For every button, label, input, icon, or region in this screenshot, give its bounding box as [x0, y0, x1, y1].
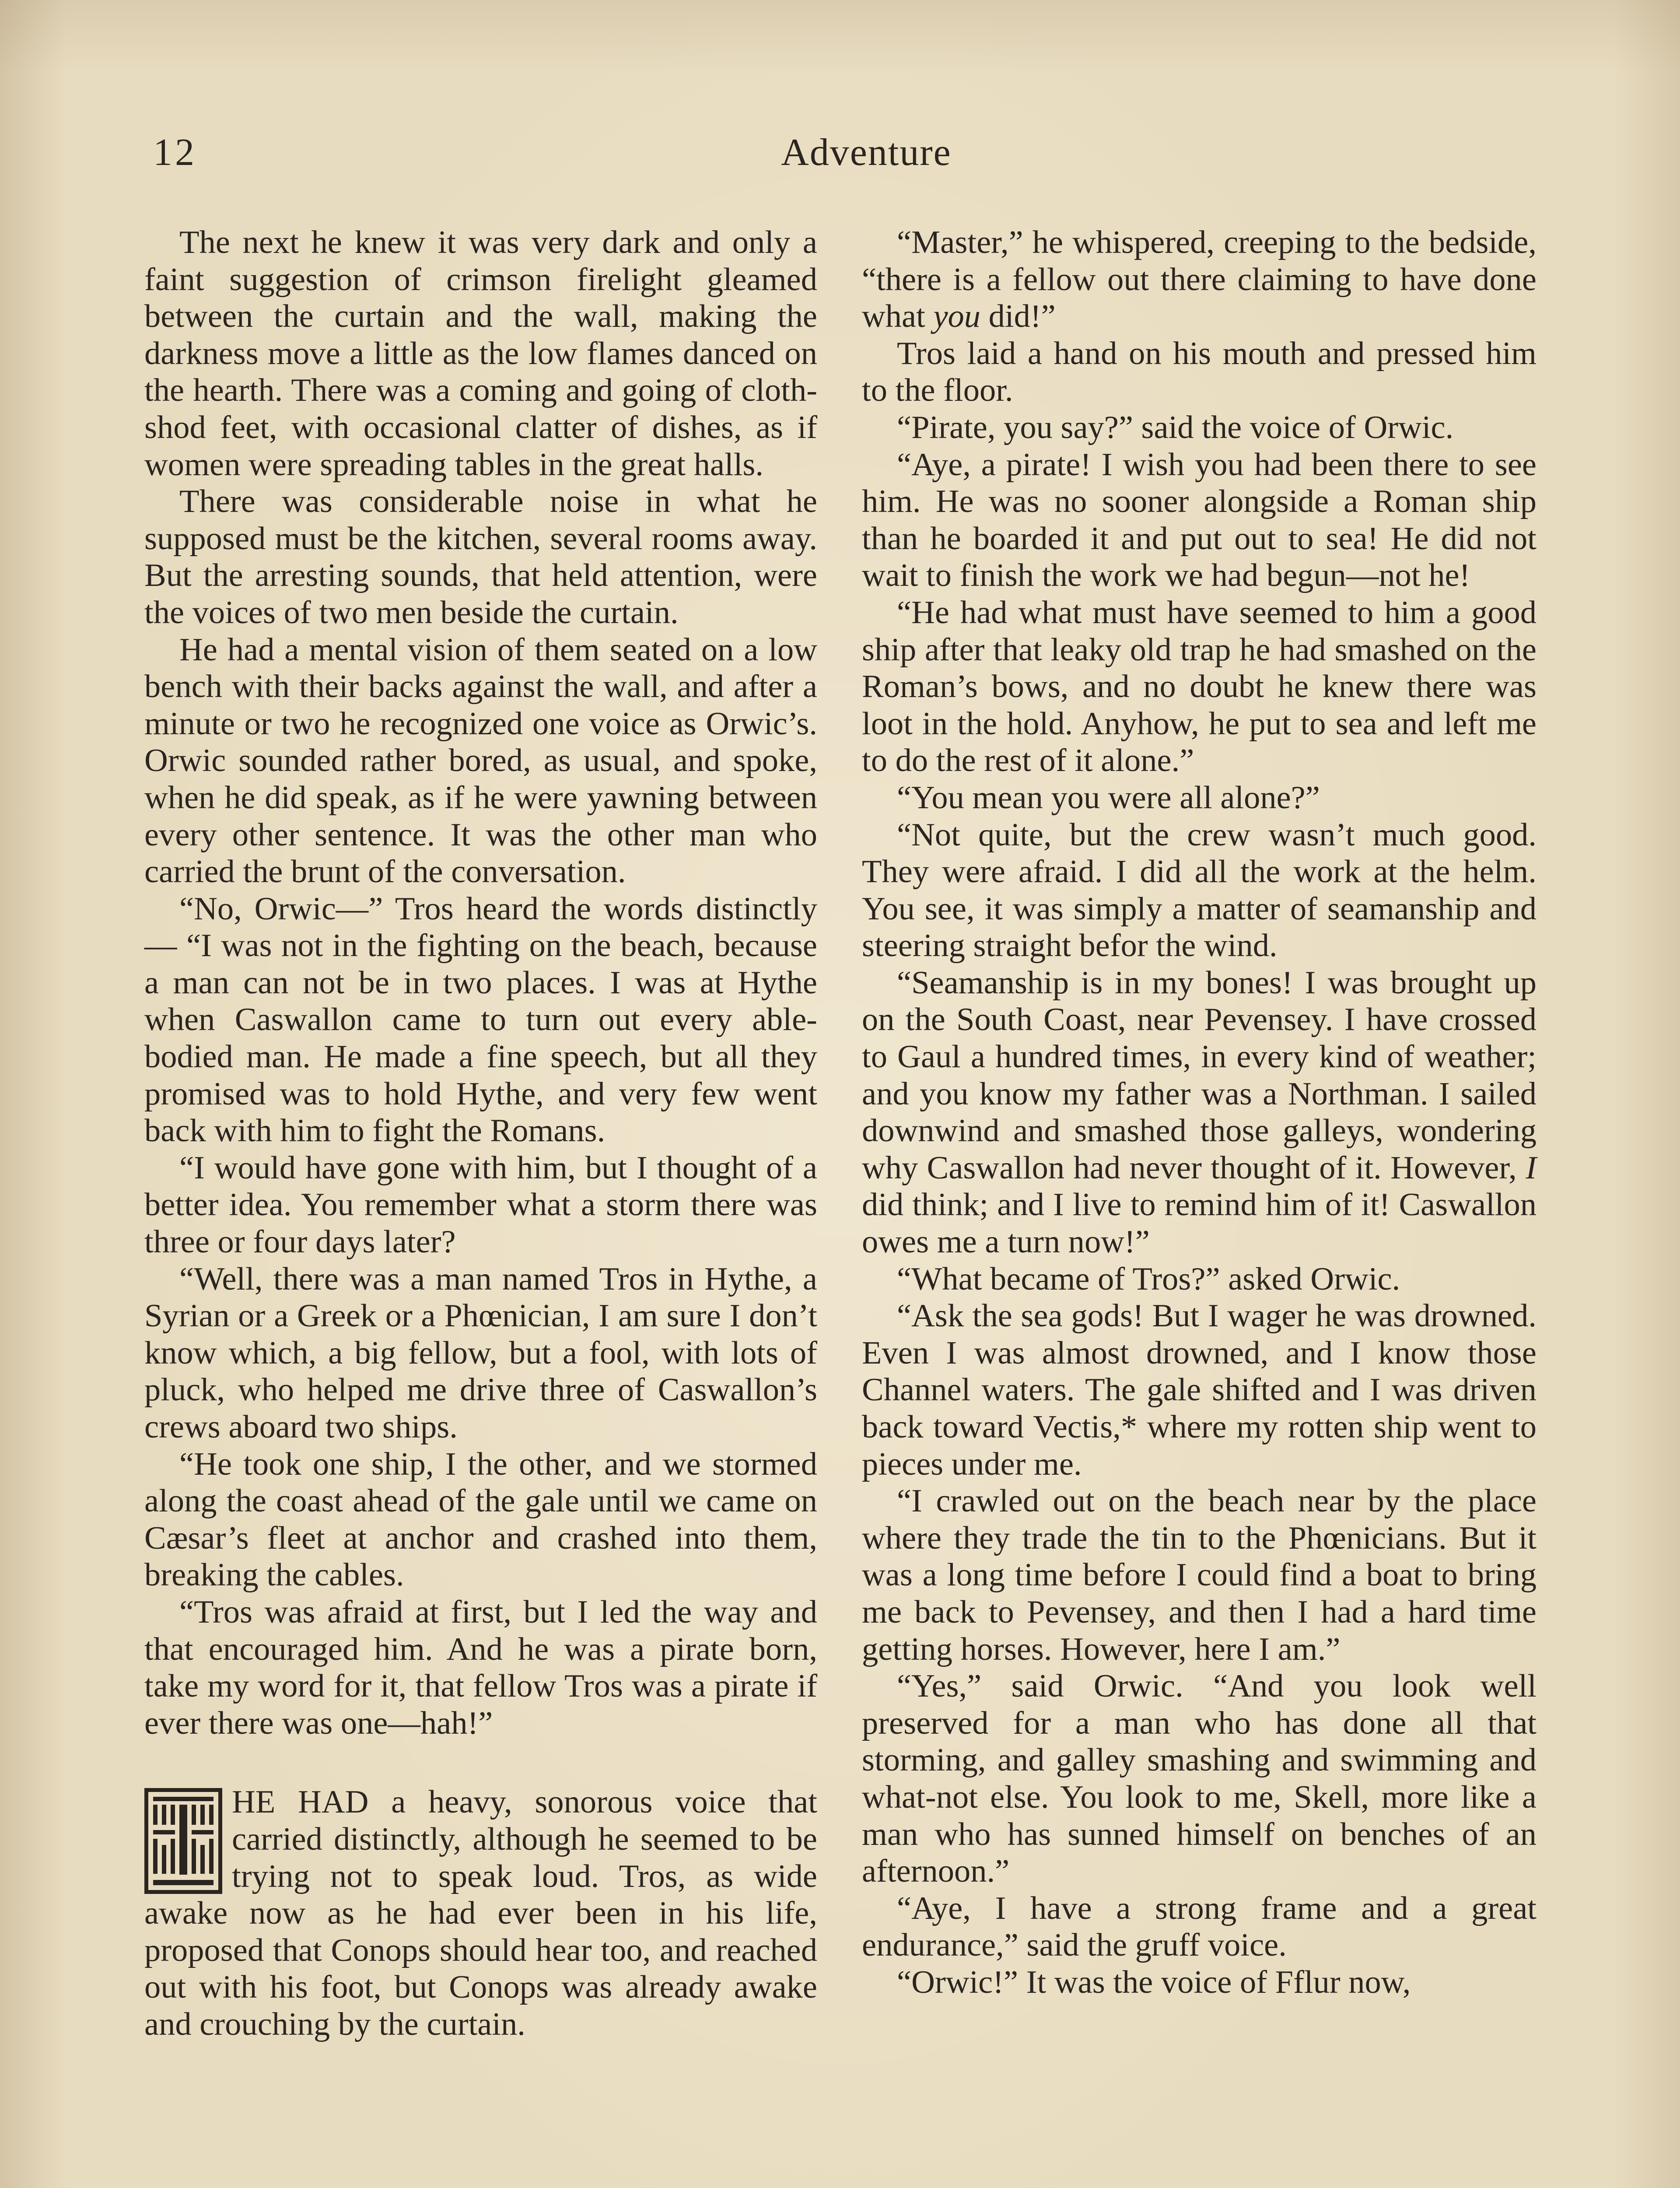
paragraph: “Tros was afraid at first, but I led the way and that encouraged him. And he was a pirate born, take my word for it, that fellow Tros was a pirate if ever there was one—hah!” — [144, 1594, 817, 1741]
running-title: Adventure — [781, 131, 952, 174]
paragraph — [862, 964, 1536, 1261]
paragraph: “What became of Tros?” asked Orwic. — [897, 1261, 1400, 1297]
paragraph: “Not quite, but the crew wasn’t much good. They were afraid. I did all the work at the helm. You see, it was simply a matter of seamanship and steering straight befor the wind. — [862, 817, 1536, 964]
paragraph: “Well, there was a man named Tros in Hythe, a Syrian or a Greek or a Phœnician, I am sure I don’t know which, a big fellow, but a fool, with lots of pluck, who helped me drive three of Caswallon’s crews aboard two ships. — [144, 1261, 817, 1445]
paragraph: “Yes,” said Orwic. “And you look well preserved for a man who has done all that storming, and galley smashing and swimming and what-not else. You look to me, Skell, more like a man who has sunned himself on benches of an afternoon.” — [862, 1668, 1536, 1890]
paragraph: “No, Orwic—” Tros heard the words distinctly— “I was not in the fighting on the beach, because a man can not be in two places. I was at Hythe when Caswallon came to turn out every able-bodied man. He made a fine speech, but all they promised was to hold Hythe, and very few went back with him to fight the Romans. — [144, 891, 817, 1149]
paragraph — [862, 224, 1536, 335]
left-column — [144, 224, 817, 2043]
emphasis: you — [933, 298, 981, 335]
paragraph: “Aye, a pirate! I wish you had been there to see him. He was no sooner alongside a Roman ship than he boarded it and put out to sea! He did not wait to finish the work we had begun—not he! — [862, 446, 1536, 594]
right-column — [862, 224, 1536, 2001]
paragraph: “He took one ship, I the other, and we stormed along the coast ahead of the gale until we came on Cæsar’s fleet at anchor and crashed into them, breaking the cables. — [144, 1446, 817, 1593]
dropcap-paragraph-text: HE HAD a heavy, sonorous voice that carried distinctly, although he seemed to be trying not to speak loud. Tros, as wide awake now as he had ever been in his life, proposed that Conops should hear too, and reached out with his foot, but Conops was already awake and crouching by the curtain. — [144, 1784, 817, 2042]
paragraph: He had a mental vision of them seated on a low bench with their backs against the wall, and after a minute or two he recognized one voice as Orwic’s. Orwic sounded rather bored, as usual, and spoke, when he did speak, as if he were yawning between every other sentence. It was the other man who carried the brunt of the conversation. — [144, 631, 817, 890]
paragraph-text: “Master,” he whispered, creeping to the bedside, “there is a fellow out there claiming to have done what — [862, 224, 1536, 335]
paragraph: “Orwic!” It was the voice of Fflur now, — [897, 1964, 1411, 2000]
paragraph: There was considerable noise in what he supposed must be the kitchen, several rooms away. But the arresting sounds, that held attention, were the voices of two men beside the curtain. — [144, 484, 817, 631]
paragraph-text: did!” — [988, 298, 1056, 335]
ornamental-initial-icon — [144, 1788, 222, 1894]
paragraph: The next he knew it was very dark and only a faint suggestion of crimson firelight gleamed between the curtain and the wall, making the darkness move a little as the low flames danced on the hearth. There was a coming and going of cloth-shod feet, with occasional clatter of dishes, as if women were spreading tables in the great halls. — [144, 224, 817, 483]
paragraph-text: “Seamanship is in my bones! I was brought up on the South Coast, near Pevensey. I have crossed to Gaul a hundred times, in every kind of weather; and you know my father was a Northman. I sailed downwind and smashed those galleys, wondering why Caswallon had never thought of it. However, — [862, 964, 1536, 1186]
paragraph: “Ask the sea gods! But I wager he was drowned. Even I was almost drowned, and I know those Channel waters. The gale shifted and I was driven back toward Vectis,* where my rotten ship went to pieces under me. — [862, 1298, 1536, 1482]
paragraph: “I would have gone with him, but I thought of a better idea. You remember what a storm there was three or four days later? — [144, 1150, 817, 1260]
paragraph: “I crawled out on the beach near by the place where they trade the tin to the Phœnicians. But it was a long time before I could find a boat to bring me back to Pevensey, and then I had a hard time getting horses. However, here I am.” — [862, 1483, 1536, 1667]
paragraph: “You mean you were all alone?” — [897, 779, 1320, 816]
dropcap-paragraph — [144, 1784, 817, 2043]
paragraph: “He had what must have seemed to him a good ship after that leaky old trap he had smashed on the Roman’s bows, and no doubt he knew there was loot in the hold. Anyhow, he put to sea and left me to do the rest of it alone.” — [862, 594, 1536, 779]
paragraph: Tros laid a hand on his mouth and pressed him to the floor. — [862, 335, 1536, 409]
emphasis: I — [1526, 1150, 1536, 1186]
paragraph: “Pirate, you say?” said the voice of Orwic. — [897, 409, 1454, 445]
paragraph: “Aye, I have a strong frame and a great endurance,” said the gruff voice. — [862, 1890, 1536, 1964]
paragraph-text: did think; and I live to remind him of it! Caswallon owes me a turn now!” — [862, 1187, 1536, 1260]
page-number: 12 — [153, 131, 197, 174]
